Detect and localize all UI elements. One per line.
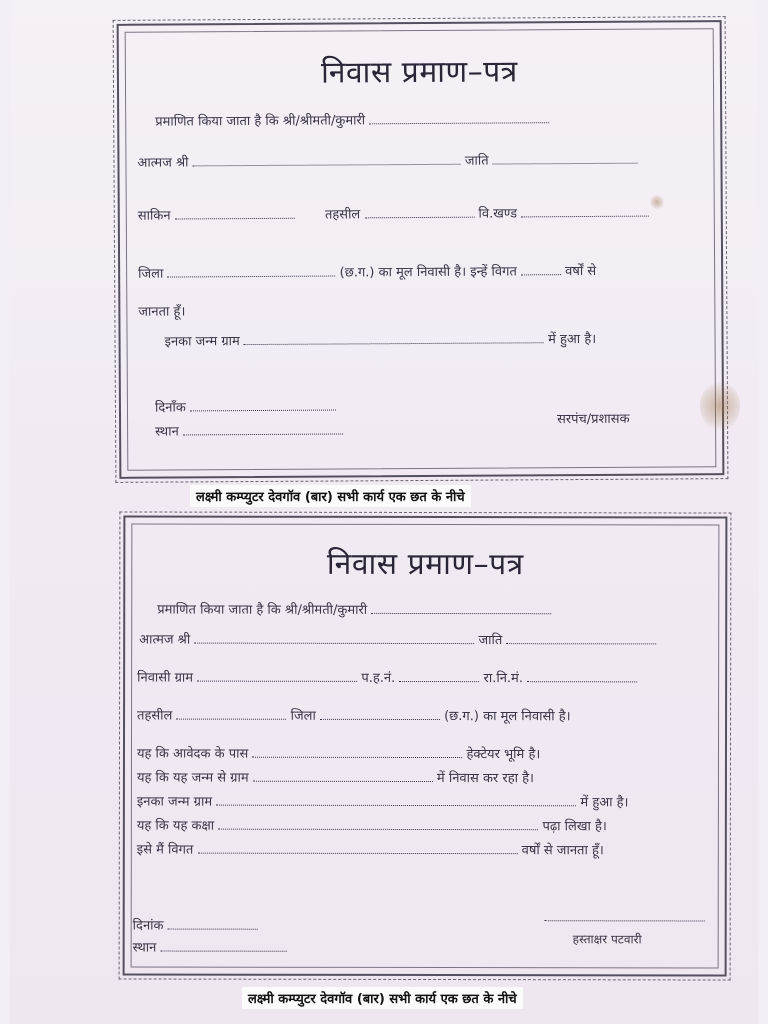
padha-label: पढ़ा लिखा है। xyxy=(542,819,607,835)
place-field[interactable] xyxy=(160,950,286,952)
certify-line xyxy=(157,600,551,619)
date-field[interactable] xyxy=(190,409,336,412)
vigat-line xyxy=(137,839,604,858)
atmaj-line xyxy=(139,630,656,649)
place-field[interactable] xyxy=(183,432,343,435)
stain-mark xyxy=(700,380,740,432)
janm-label: इनका जन्म ग्राम xyxy=(164,334,240,350)
date-field[interactable] xyxy=(168,928,258,930)
caste-field[interactable] xyxy=(506,642,656,644)
district-field[interactable] xyxy=(167,275,335,278)
dinank-label: दिनांक xyxy=(132,918,164,934)
signature-field[interactable] xyxy=(545,919,705,921)
moolnivasi-text: (छ.ग.) का मूल निवासी है। इन्हें विगत xyxy=(339,264,517,281)
dinank-line xyxy=(133,915,258,933)
nivasi-gram-label: निवासी ग्राम xyxy=(137,670,194,686)
sthan-line xyxy=(155,420,343,439)
signatory: सरपंच/प्रशासक xyxy=(556,411,630,428)
years-field[interactable] xyxy=(197,852,517,855)
footer-banner-2: लक्ष्मी कम्प्युटर देवगॉव (बार) सभी कार्य एक छत के नीचे xyxy=(242,987,523,1009)
birth-village-field[interactable] xyxy=(216,804,576,807)
sthan-line xyxy=(133,937,287,955)
birth-village-field[interactable] xyxy=(244,341,544,345)
revenue-circle-field[interactable] xyxy=(527,680,637,682)
patwari-halka-field[interactable] xyxy=(399,680,479,682)
janm-se-line xyxy=(137,767,534,786)
tahsil-label: तहसील xyxy=(324,207,361,223)
jati-label: जाति xyxy=(464,153,489,169)
signature-line xyxy=(545,910,705,925)
sthan-label: स्थान xyxy=(155,424,179,440)
hua-label: में हुआ है। xyxy=(548,331,597,348)
kaksha-line xyxy=(137,815,607,834)
janm-gram-line xyxy=(137,791,629,810)
pahan-label: प.ह.नं. xyxy=(361,670,396,686)
block-field[interactable] xyxy=(521,215,649,218)
atmaj-label: आत्मज श्री xyxy=(137,155,189,171)
district-field[interactable] xyxy=(320,718,440,720)
jati-label: जाति xyxy=(478,633,503,649)
village-field[interactable] xyxy=(197,680,357,682)
form-title: निवास प्रमाण–पत्र xyxy=(320,54,518,91)
form-title: निवास प्रमाण–पत्र xyxy=(326,546,524,583)
residence-certificate-form-1 xyxy=(117,20,725,479)
varsho-label: वर्षों से जानता हूँ। xyxy=(521,843,604,859)
nivas-label: में निवास कर रहा है। xyxy=(436,771,534,787)
varsho-label: वर्षों से xyxy=(565,263,597,280)
vigat-label: इसे मैं विगत xyxy=(136,842,194,858)
jaanta-line xyxy=(138,301,185,319)
certify-label: प्रमाणित किया जाता है कि श्री/श्रीमती/कुमारी xyxy=(155,113,366,130)
years-field[interactable] xyxy=(521,273,561,275)
jaanta-text: जानता हूँ। xyxy=(138,304,186,320)
aavedak-line xyxy=(137,743,540,762)
sthan-label: स्थान xyxy=(132,940,157,956)
moolnivasi-text: (छ.ग.) का मूल निवासी है। xyxy=(444,709,571,725)
village-field[interactable] xyxy=(175,217,295,220)
land-area-field[interactable] xyxy=(252,756,462,758)
dinank-label: दिनाँक xyxy=(154,400,186,416)
jila-label: जिला xyxy=(138,266,164,282)
sakin-label: साकिन xyxy=(137,208,171,224)
jila-label: जिला xyxy=(290,708,316,724)
certify-line xyxy=(155,109,549,129)
name-field[interactable] xyxy=(369,121,549,124)
hectare-label: हेक्टेयर भूमि है। xyxy=(466,747,541,763)
jila-line xyxy=(138,261,596,282)
ranim-label: रा.नि.मं. xyxy=(483,671,523,687)
sakin-line xyxy=(138,203,649,224)
father-name-field[interactable] xyxy=(193,163,461,167)
caste-field[interactable] xyxy=(493,162,638,165)
name-field[interactable] xyxy=(371,612,551,614)
document-page xyxy=(10,0,758,1024)
atmaj-line xyxy=(137,150,637,171)
residing-village-field[interactable] xyxy=(253,780,433,782)
tahsil-field[interactable] xyxy=(176,718,286,720)
atmaj-label: आत्मज श्री xyxy=(139,632,191,648)
nivasi-gram-line xyxy=(137,667,637,686)
certify-label: प्रमाणित किया जाता है कि श्री/श्रीमती/कुमारी xyxy=(157,602,368,618)
dinank-line xyxy=(155,397,336,416)
stain-mark xyxy=(650,195,664,209)
vikhand-label: वि.खण्ड xyxy=(478,206,518,222)
father-name-field[interactable] xyxy=(194,642,474,644)
signatory: हस्ताक्षर पटवारी xyxy=(572,932,642,947)
aavedak-label: यह कि आवेदक के पास xyxy=(136,746,249,762)
janm-gram-label: इनका जन्म ग्राम xyxy=(136,794,213,810)
hua-label: में हुआ है। xyxy=(580,795,629,811)
footer-banner-1: लक्ष्मी कम्प्युटर देवगॉव (बार) सभी कार्य एक छत के नीचे xyxy=(190,485,471,507)
tahsil-line xyxy=(137,705,571,724)
residence-certificate-form-2 xyxy=(123,515,728,976)
janm-line xyxy=(164,329,596,350)
janm-se-label: यह कि यह जन्म से ग्राम xyxy=(136,770,249,786)
tahsil-label: तहसील xyxy=(137,708,173,724)
class-field[interactable] xyxy=(218,828,538,831)
kaksha-label: यह कि यह कक्षा xyxy=(136,818,215,834)
tahsil-field[interactable] xyxy=(364,216,474,219)
